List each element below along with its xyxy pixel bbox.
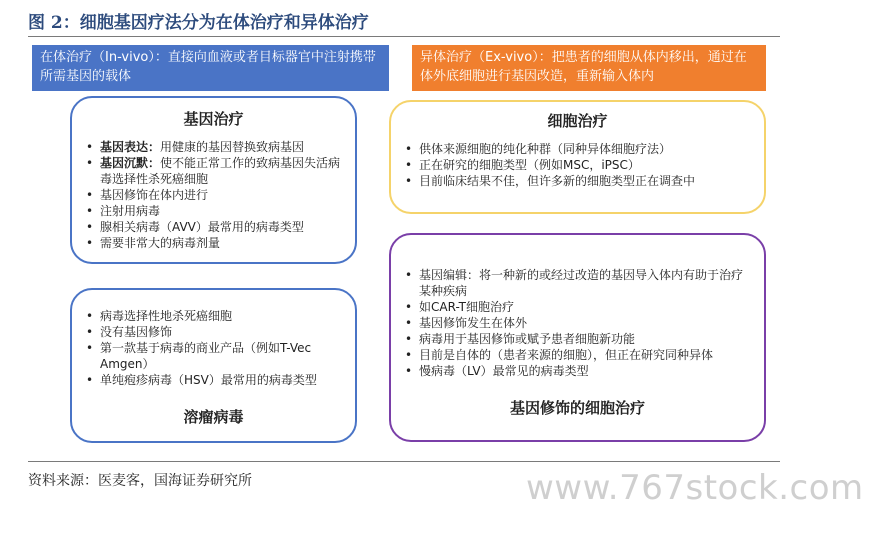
list-item <box>86 187 341 203</box>
item-text: 使不能正常工作的致病基因失活病毒选择性杀死癌细胞 <box>100 156 341 186</box>
in-vivo-header: 在体治疗（In-vivo）：直接向血液或者目标器官中注射携带所需基因的载体 <box>32 45 389 91</box>
list-item: • 基因修饰发生在体外 <box>405 315 750 331</box>
gene-modified-list <box>405 267 750 379</box>
list-item: • 没有基因修饰 <box>86 324 341 340</box>
list-item: • 供体来源细胞的纯化种群（同种异体细胞疗法） <box>405 141 750 157</box>
list-item: • 单纯疱疹病毒（HSV）最常用的病毒类型 <box>86 372 341 388</box>
list-item <box>86 235 341 251</box>
source-divider <box>28 461 780 462</box>
item-keyword: 基因沉默： <box>100 156 161 170</box>
figure-title: 图 2：细胞基因疗法分为在体治疗和异体治疗 <box>28 13 369 33</box>
cell-therapy-title: 细胞治疗 <box>547 112 608 130</box>
list-item <box>86 139 341 155</box>
title-divider <box>28 36 780 37</box>
item-text: 注射用病毒 <box>100 204 161 218</box>
oncolytic-virus-card <box>70 288 357 443</box>
list-item: • 基因编辑：将一种新的或经过改造的基因导入体内有助于治疗某种疾病 <box>405 267 750 299</box>
gene-modified-cell-therapy-card <box>389 233 766 442</box>
cell-therapy-card <box>389 100 766 214</box>
list-item <box>86 155 341 187</box>
list-item: • 病毒选择性地杀死癌细胞 <box>86 308 341 324</box>
item-text: 用健康的基因替换致病基因 <box>160 140 305 154</box>
gene-modified-title: 基因修饰的细胞治疗 <box>509 399 645 417</box>
list-item: • 正在研究的细胞类型（例如MSC，iPSC） <box>405 157 750 173</box>
list-item: • 慢病毒（LV）最常见的病毒类型 <box>405 363 750 379</box>
list-item: • 如CAR-T细胞治疗 <box>405 299 750 315</box>
source-note: 资料来源：医麦客，国海证券研究所 <box>28 473 252 489</box>
list-item: • 病毒用于基因修饰或赋予患者细胞新功能 <box>405 331 750 347</box>
watermark: www.767stock.com <box>526 468 864 508</box>
ex-vivo-header: 异体治疗（Ex-vivo）：把患者的细胞从体内移出，通过在体外底细胞进行基因改造，重新输入体内 <box>412 45 766 91</box>
gene-therapy-list <box>86 139 341 251</box>
list-item <box>86 219 341 235</box>
list-item: • 目前临床结果不佳，但许多新的细胞类型正在调查中 <box>405 173 750 189</box>
item-keyword: 基因表达： <box>100 140 161 154</box>
list-item <box>86 203 341 219</box>
item-text: 腺相关病毒（AVV）最常用的病毒类型 <box>100 220 304 234</box>
gene-therapy-card <box>70 96 357 264</box>
cell-therapy-list <box>405 141 750 189</box>
item-text: 需要非常大的病毒剂量 <box>100 236 221 250</box>
item-text: 基因修饰在体内进行 <box>100 188 209 202</box>
list-item: • 目前是自体的（患者来源的细胞），但正在研究同种异体 <box>405 347 750 363</box>
gene-therapy-title: 基因治疗 <box>183 110 244 128</box>
oncolytic-virus-list <box>86 308 341 388</box>
list-item: • 第一款基于病毒的商业产品（例如T-Vec Amgen） <box>86 340 341 372</box>
oncolytic-virus-title: 溶瘤病毒 <box>183 408 244 426</box>
